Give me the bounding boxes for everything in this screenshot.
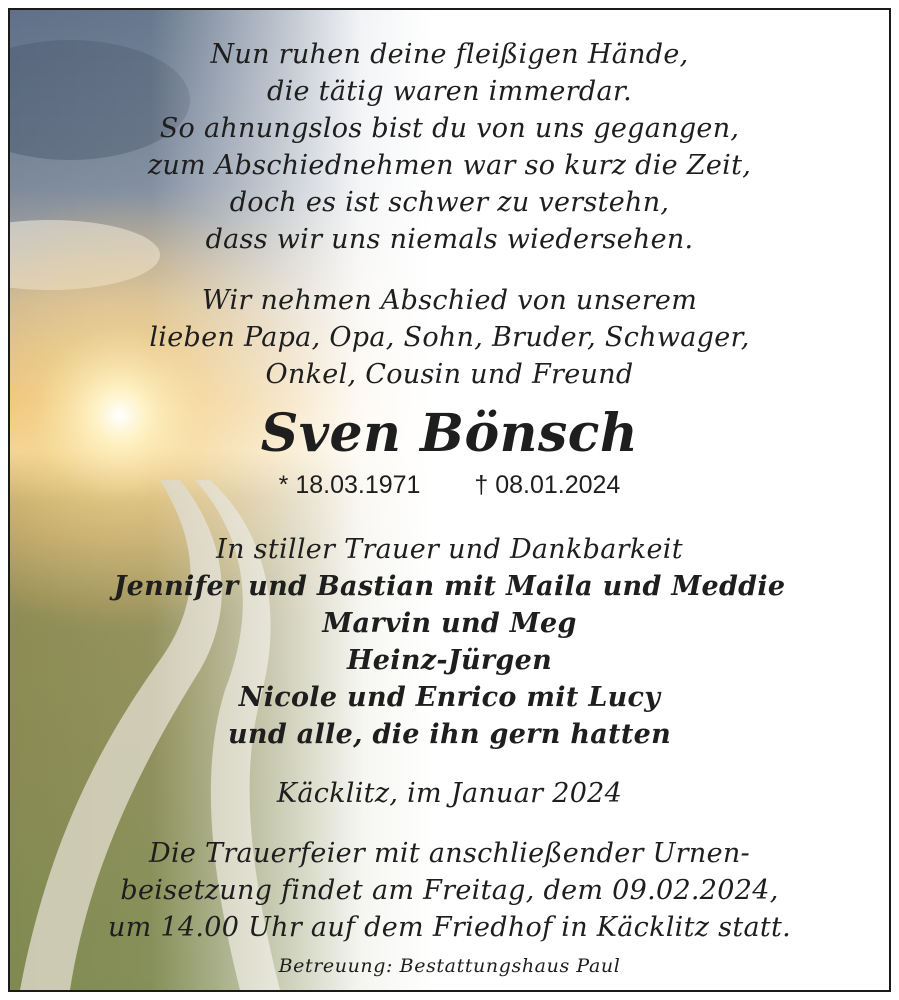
deceased-name: Sven Bönsch (260, 403, 639, 464)
obituary-text (10, 10, 889, 990)
place-date: Käcklitz, im Januar 2024 (276, 778, 623, 809)
poem-line: die tätig waren immerdar. (267, 76, 632, 107)
cross-icon: † (474, 471, 489, 499)
mourner-line: Jennifer und Bastian mit Maila und Meddie (113, 571, 786, 602)
poem-line: Nun ruhen deine fleißigen Hände, (210, 39, 689, 70)
intro-line: Wir nehmen Abschied von unserem (201, 285, 698, 316)
ceremony-line: beisetzung findet am Freitag, dem 09.02.2024, (120, 875, 779, 906)
mourner-line: Heinz-Jürgen (346, 645, 553, 676)
intro-line: Onkel, Cousin und Freund (265, 359, 634, 390)
mourner-line: Nicole und Enrico mit Lucy (238, 682, 661, 713)
death-date: 08.01.2024 (495, 471, 621, 499)
intro-line: lieben Papa, Opa, Sohn, Bruder, Schwager, (149, 322, 750, 353)
funeral-home-credit: Betreuung: Bestattungshaus Paul (278, 955, 621, 977)
poem-line: zum Abschiednehmen war so kurz die Zeit, (147, 150, 752, 181)
birth-symbol: * (278, 471, 289, 499)
poem-line: dass wir uns niemals wiedersehen. (205, 224, 694, 255)
mourner-line: Marvin und Meg (322, 608, 577, 639)
mourners-intro: In stiller Trauer und Dankbarkeit (216, 534, 683, 565)
ceremony-line: Die Trauerfeier mit anschließender Urnen- (149, 838, 750, 869)
ceremony-line: um 14.00 Uhr auf dem Friedhof in Käcklitz statt. (107, 912, 792, 943)
mourner-line: und alle, die ihn gern hatten (227, 719, 672, 750)
obituary-frame (8, 8, 891, 992)
poem-line: doch es ist schwer zu verstehn, (229, 187, 670, 218)
life-dates (10, 469, 889, 501)
poem-line: So ahnungslos bist du von uns gegangen, (159, 113, 740, 144)
birth-date: 18.03.1971 (295, 471, 421, 499)
